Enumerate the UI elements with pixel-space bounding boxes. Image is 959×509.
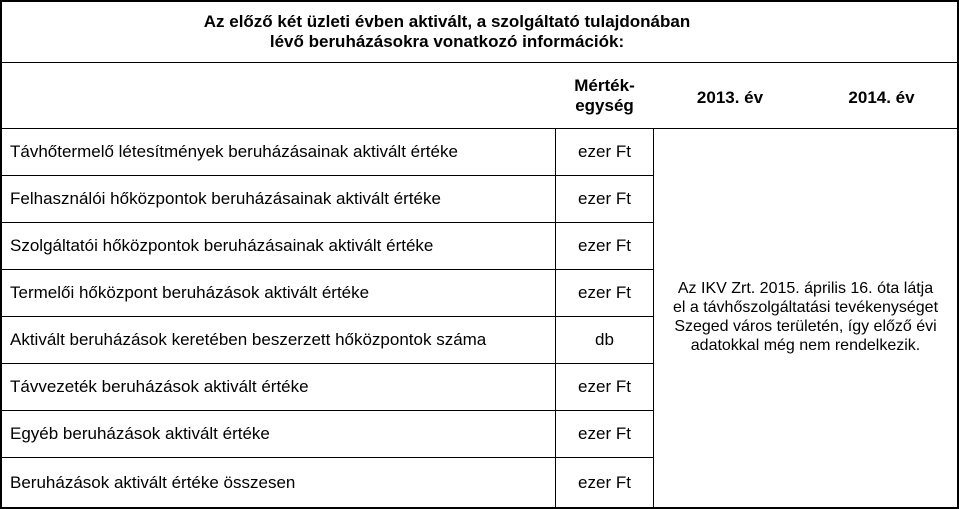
table-title-line2: lévő beruházásokra vonatkozó információk: bbox=[269, 32, 625, 51]
data-unavailable-note bbox=[654, 270, 957, 364]
row-unit: ezer Ft bbox=[578, 142, 631, 161]
note-line3: Szeged város területén, így előző évi bbox=[674, 318, 937, 335]
row-unit: ezer Ft bbox=[578, 283, 631, 302]
note-line1: Az IKV Zrt. 2015. április 16. óta látja bbox=[677, 280, 934, 297]
row-unit: ezer Ft bbox=[578, 189, 631, 208]
row-label: Szolgáltatói hőközpontok beruházásainak aktivált értéke bbox=[10, 236, 434, 255]
row-label: Egyéb beruházások aktivált értéke bbox=[10, 424, 270, 443]
row-unit: ezer Ft bbox=[578, 377, 631, 396]
row-label: Aktivált beruházások keretében beszerzett hőközpontok száma bbox=[10, 330, 487, 349]
unit-header-line1: Mérték- bbox=[574, 75, 635, 95]
row-unit: ezer Ft bbox=[578, 424, 631, 443]
table-title bbox=[2, 2, 892, 62]
year-2013-header: 2013. év bbox=[696, 88, 764, 107]
table-title-line1: Az előző két üzleti évben aktivált, a szolgáltató tulajdonában bbox=[203, 12, 691, 31]
row-unit: db bbox=[595, 330, 614, 349]
row-unit: ezer Ft bbox=[578, 236, 631, 255]
note-line4: adatokkal még nem rendelkezik. bbox=[690, 337, 921, 354]
row-label: Felhasználói hőközpontok beruházásainak aktivált értéke bbox=[10, 189, 441, 208]
row-label: Beruházások aktivált értéke összesen bbox=[10, 472, 296, 492]
note-line2: el a távhőszolgáltatási tevékenységet bbox=[672, 299, 939, 316]
unit-header bbox=[556, 63, 653, 128]
year-2014-header: 2014. év bbox=[848, 88, 915, 107]
divider-title bbox=[0, 62, 959, 63]
row-label: Távvezeték beruházások aktivált értéke bbox=[10, 377, 309, 396]
row-label: Távhőtermelő létesítmények beruházásainak aktivált értéke bbox=[10, 142, 458, 161]
row-label: Termelői hőközpont beruházások aktivált értéke bbox=[10, 283, 370, 302]
row-unit: ezer Ft bbox=[578, 472, 631, 492]
unit-header-line2: egység bbox=[575, 95, 634, 115]
